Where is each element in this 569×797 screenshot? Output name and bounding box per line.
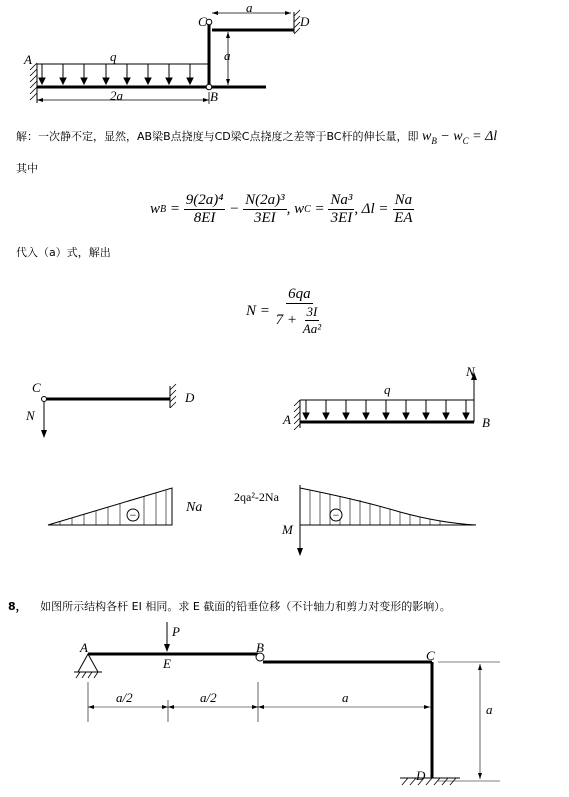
eq1-wB-sub: B: [160, 204, 167, 215]
solution-line-2: 其中: [16, 162, 38, 175]
fig3-label-N: N: [466, 364, 475, 379]
eq2-inner-num: 3I: [306, 304, 318, 319]
eq2-frac: [274, 286, 325, 337]
fig1-label-q: q: [110, 49, 117, 64]
eq1-comma-dl: , Δl =: [354, 201, 393, 217]
formula-equals-dl: = Δl: [468, 129, 498, 144]
eq1-equals: =: [166, 201, 184, 217]
moment1-label: Na: [186, 500, 203, 515]
eq2-den: [274, 304, 325, 337]
fig4-dim-a2-2: a/2: [200, 690, 217, 705]
fig4-label-D: D: [416, 768, 426, 783]
eq2-num: 6qa: [288, 286, 311, 302]
moment1-sign: −: [129, 508, 137, 522]
eq2-den-lead: 7 +: [275, 312, 301, 328]
fig1-dim-a-right: a: [224, 48, 231, 63]
fig1-label-B: B: [210, 89, 218, 104]
fig2-label-D: D: [185, 390, 195, 405]
fig1-dim-a-top: a: [246, 0, 253, 15]
fig1-label-A: A: [24, 52, 32, 67]
equation-deflections: [150, 192, 415, 227]
fig4-dim-a-right: a: [486, 702, 493, 717]
eq1-frac-2-num: N(2a)³: [245, 192, 285, 208]
fig4-label-A: A: [80, 640, 88, 655]
eq1-comma-wC: , w: [286, 201, 305, 217]
eq1-frac-1-num: 9(2a)⁴: [185, 192, 224, 208]
eq2-inner-den: Aa²: [302, 321, 322, 336]
eq1-frac-2-den: 3EI: [254, 210, 276, 226]
eq1-frac-2: [243, 192, 287, 227]
fig3-label-q: q: [384, 382, 391, 397]
formula-wB-sub: B: [431, 135, 437, 146]
fig2-label-N: N: [26, 408, 35, 423]
eq1-frac-3-den: 3EI: [330, 210, 353, 226]
problem-8: [8, 598, 451, 614]
fig1-dim-2a: 2a: [110, 88, 123, 103]
eq1-wB: w: [150, 201, 161, 217]
moment2-label-M: M: [282, 522, 293, 537]
eq2-inner-frac: [301, 304, 323, 337]
eq1-frac-3-num: Na³: [330, 192, 353, 208]
eq1-minus: −: [225, 201, 244, 217]
eq1-frac-4-den: EA: [394, 210, 413, 226]
fig4-dim-a2-1: a/2: [116, 690, 133, 705]
problem-number: 8，: [8, 600, 27, 613]
figure-1-beam-structure: [0, 0, 569, 115]
fig4-label-E: E: [163, 656, 171, 671]
moment-diagram-2: [280, 480, 500, 570]
formula-wC-sub: C: [462, 135, 469, 146]
eq2-lhs: N =: [246, 303, 274, 319]
eq1-frac-4: [392, 192, 414, 227]
fig1-label-D: D: [300, 14, 310, 29]
fig4-dim-a: a: [342, 690, 349, 705]
eq1-equals-2: =: [310, 201, 329, 217]
eq1-frac-1: [184, 192, 226, 227]
solution-line-1: [16, 128, 497, 146]
eq1-frac-4-num: Na: [394, 192, 413, 208]
equation-N: [246, 286, 325, 337]
formula-w: w: [421, 129, 432, 144]
eq1-frac-1-den: 8EI: [193, 210, 216, 226]
moment2-sign: −: [332, 508, 340, 522]
eq1-frac-3: [328, 192, 354, 227]
fig4-label-B: B: [256, 640, 264, 655]
fig3-label-A: A: [283, 412, 291, 427]
formula-minus-w: − w: [436, 129, 463, 144]
fig1-label-C: C: [198, 14, 207, 29]
fig2-label-C: C: [32, 380, 41, 395]
solution-text: 解：一次静不定，显然，AB梁B点挠度与CD梁C点挠度之差等于BC杆的伸长量，即: [16, 130, 419, 143]
eq1-wC-sub: C: [304, 204, 311, 215]
fig3-label-B: B: [482, 415, 490, 430]
fig4-label-P: P: [172, 624, 180, 639]
problem-text: 如图所示结构各杆 EI 相同。求 E 截面的铅垂位移（不计轴力和剪力对变形的影响）。: [40, 600, 451, 613]
solution-line-3: 代入（a）式，解出: [16, 246, 111, 259]
fig4-label-C: C: [426, 648, 435, 663]
moment2-label: 2qa²-2Na: [234, 490, 279, 504]
